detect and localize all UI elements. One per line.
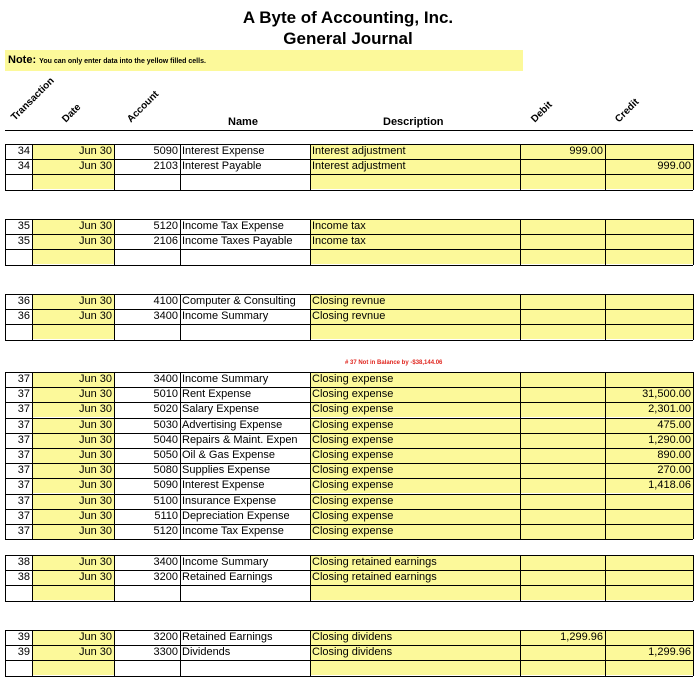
description-cell[interactable] [310, 585, 520, 600]
description-cell[interactable]: Closing expense [310, 448, 520, 463]
credit-cell[interactable]: 1,290.00 [605, 433, 693, 448]
page-subtitle: General Journal [283, 29, 413, 48]
row-divider [5, 144, 693, 145]
row-divider [5, 387, 693, 388]
column-divider [310, 144, 311, 190]
page-title: A Byte of Accounting, Inc. [242, 8, 454, 27]
header-account: Account [125, 88, 162, 125]
row-divider [5, 524, 693, 525]
description-cell[interactable]: Income tax [310, 219, 520, 234]
note-text: You can only enter data into the yellow filled cells. [39, 58, 206, 65]
name-cell: Repairs & Maint. Expen [182, 433, 298, 446]
txn-cell: 39 [17, 631, 30, 643]
account-cell: 3200 [153, 631, 178, 643]
debit-cell[interactable] [520, 324, 605, 339]
row-divider [5, 159, 693, 160]
header-name: Name [228, 116, 258, 128]
name-cell: Depreciation Expense [182, 509, 290, 522]
account-cell: 5030 [153, 418, 178, 431]
column-divider [32, 372, 33, 539]
column-divider [605, 630, 606, 676]
column-divider [605, 555, 606, 601]
date-cell[interactable] [32, 660, 114, 675]
row-divider [5, 234, 693, 235]
column-divider [114, 144, 115, 190]
date-cell[interactable]: Jun 30 [32, 144, 114, 159]
account-cell: 5100 [153, 494, 178, 507]
name-cell: Income Summary [182, 373, 269, 385]
name-cell: Dividends [182, 646, 231, 659]
group-bottom-rule [5, 340, 693, 341]
date-cell[interactable] [32, 249, 114, 264]
name-cell: Income Taxes Payable [182, 235, 293, 248]
txn-cell: 37 [17, 479, 30, 492]
row-divider [5, 630, 693, 631]
debit-cell[interactable]: 1,299.96 [520, 630, 605, 645]
row-divider [5, 174, 693, 175]
txn-cell: 38 [17, 571, 30, 584]
group-bottom-rule [5, 265, 693, 266]
header-debit: Debit [529, 99, 555, 125]
debit-cell[interactable] [520, 159, 605, 174]
description-cell[interactable]: Closing expense [310, 478, 520, 493]
column-divider [310, 294, 311, 340]
description-cell[interactable]: Closing expense [310, 387, 520, 402]
txn-cell: 37 [17, 418, 30, 431]
column-divider [520, 144, 521, 190]
row-divider [5, 433, 693, 434]
credit-cell[interactable] [605, 509, 693, 524]
debit-cell[interactable] [520, 294, 605, 309]
debit-cell[interactable] [520, 372, 605, 387]
column-divider [180, 555, 181, 601]
row-divider [5, 463, 693, 464]
credit-cell[interactable] [605, 630, 693, 645]
description-cell[interactable]: Interest adjustment [310, 159, 520, 174]
row-divider [5, 570, 693, 571]
date-cell[interactable]: Jun 30 [32, 402, 114, 417]
header-rule [5, 130, 693, 131]
date-cell[interactable]: Jun 30 [32, 387, 114, 402]
txn-cell: 37 [17, 464, 30, 477]
name-cell: Advertising Expense [182, 418, 283, 431]
account-cell: 5090 [153, 479, 178, 492]
debit-cell[interactable] [520, 309, 605, 324]
column-divider [32, 219, 33, 265]
row-divider [5, 309, 693, 310]
account-cell: 5090 [153, 145, 178, 157]
description-cell[interactable]: Closing expense [310, 372, 520, 387]
txn-cell: 38 [17, 556, 30, 568]
row-divider [5, 324, 693, 325]
description-cell[interactable]: Closing dividens [310, 645, 520, 660]
note-banner [5, 50, 523, 71]
name-cell: Interest Payable [182, 160, 262, 173]
name-cell: Supplies Expense [182, 464, 271, 477]
column-divider [693, 294, 694, 340]
row-divider [5, 448, 693, 449]
account-cell: 5120 [153, 525, 178, 537]
date-cell[interactable]: Jun 30 [32, 509, 114, 524]
debit-cell[interactable] [520, 174, 605, 189]
row-divider [5, 555, 693, 556]
row-divider [5, 418, 693, 419]
column-divider [114, 372, 115, 539]
description-cell[interactable]: Closing expense [310, 509, 520, 524]
name-cell: Salary Expense [182, 403, 260, 416]
row-divider [5, 372, 693, 373]
account-cell [114, 585, 180, 600]
description-cell[interactable]: Interest adjustment [310, 144, 520, 159]
date-cell[interactable] [32, 174, 114, 189]
txn-cell: 37 [17, 403, 30, 416]
credit-cell[interactable] [605, 324, 693, 339]
account-cell: 5080 [153, 464, 178, 477]
txn-cell: 35 [17, 220, 30, 232]
debit-cell[interactable] [520, 448, 605, 463]
account-cell: 5120 [153, 220, 178, 232]
column-divider [180, 630, 181, 676]
description-cell[interactable]: Closing retained earnings [310, 555, 520, 570]
credit-cell[interactable] [605, 309, 693, 324]
account-cell [114, 249, 180, 264]
description-cell[interactable]: Closing expense [310, 402, 520, 417]
debit-cell[interactable] [520, 570, 605, 585]
debit-cell[interactable] [520, 494, 605, 509]
account-cell: 5110 [154, 509, 178, 522]
column-divider [520, 294, 521, 340]
account-cell: 3400 [153, 310, 178, 323]
name-cell: Oil & Gas Expense [182, 449, 275, 461]
account-cell: 3300 [153, 646, 178, 659]
debit-cell[interactable] [520, 585, 605, 600]
description-cell[interactable] [310, 174, 520, 189]
description-cell[interactable]: Closing expense [310, 418, 520, 433]
date-cell[interactable]: Jun 30 [32, 159, 114, 174]
date-cell[interactable]: Jun 30 [32, 478, 114, 493]
row-divider [5, 402, 693, 403]
date-cell[interactable]: Jun 30 [32, 219, 114, 234]
credit-cell[interactable] [605, 144, 693, 159]
credit-cell[interactable]: 2,301.00 [605, 402, 693, 417]
column-divider [32, 144, 33, 190]
txn-cell: 37 [17, 525, 30, 537]
debit-cell[interactable] [520, 219, 605, 234]
credit-cell[interactable]: 270.00 [605, 463, 693, 478]
column-divider [180, 144, 181, 190]
column-divider [5, 630, 6, 676]
account-cell: 3400 [153, 556, 178, 568]
column-divider [693, 372, 694, 539]
description-cell[interactable]: Closing revnue [310, 309, 520, 324]
account-cell [114, 660, 180, 675]
column-divider [605, 144, 606, 190]
column-divider [5, 555, 6, 601]
credit-cell[interactable]: 999.00 [605, 159, 693, 174]
name-cell: Income Summary [182, 556, 269, 568]
name-cell [180, 660, 310, 675]
column-divider [180, 294, 181, 340]
name-cell: Computer & Consulting [182, 295, 296, 307]
account-cell [114, 324, 180, 339]
debit-cell[interactable] [520, 555, 605, 570]
column-divider [520, 372, 521, 539]
name-cell: Income Summary [182, 310, 269, 323]
debit-cell[interactable] [520, 463, 605, 478]
description-cell[interactable] [310, 324, 520, 339]
debit-cell[interactable] [520, 234, 605, 249]
column-divider [114, 630, 115, 676]
date-cell[interactable]: Jun 30 [32, 234, 114, 249]
description-cell[interactable] [310, 660, 520, 675]
date-cell[interactable]: Jun 30 [32, 418, 114, 433]
account-cell: 5010 [153, 388, 178, 401]
column-divider [5, 219, 6, 265]
description-cell[interactable]: Income tax [310, 234, 520, 249]
txn-cell [5, 585, 32, 600]
column-divider [5, 144, 6, 190]
description-cell[interactable]: Closing expense [310, 433, 520, 448]
row-divider [5, 478, 693, 479]
name-cell: Retained Earnings [182, 571, 273, 584]
date-cell[interactable]: Jun 30 [32, 645, 114, 660]
column-divider [310, 630, 311, 676]
column-divider [693, 144, 694, 190]
credit-cell[interactable] [605, 555, 693, 570]
debit-cell[interactable] [520, 433, 605, 448]
name-cell: Income Tax Expense [182, 525, 284, 537]
txn-cell: 37 [17, 449, 30, 461]
debit-cell[interactable] [520, 509, 605, 524]
name-cell: Interest Expense [182, 145, 265, 157]
column-divider [180, 219, 181, 265]
credit-cell[interactable] [605, 174, 693, 189]
description-cell[interactable]: Closing retained earnings [310, 570, 520, 585]
credit-cell[interactable] [605, 570, 693, 585]
txn-cell: 37 [17, 494, 30, 507]
header-credit: Credit [613, 96, 642, 125]
txn-cell: 37 [17, 433, 30, 446]
credit-cell[interactable] [605, 249, 693, 264]
account-cell: 2103 [153, 160, 178, 173]
column-divider [605, 294, 606, 340]
credit-cell[interactable] [605, 234, 693, 249]
header-date: Date [60, 101, 84, 125]
row-divider [5, 585, 693, 586]
debit-cell[interactable]: 999.00 [520, 144, 605, 159]
account-cell: 5040 [153, 433, 178, 446]
account-cell: 5050 [153, 449, 178, 461]
name-cell: Retained Earnings [182, 631, 273, 643]
credit-cell[interactable] [605, 219, 693, 234]
txn-cell: 34 [17, 160, 30, 173]
account-cell: 2106 [153, 235, 178, 248]
credit-cell[interactable] [605, 524, 693, 539]
date-cell[interactable]: Jun 30 [32, 555, 114, 570]
description-cell[interactable]: Closing expense [310, 524, 520, 539]
group-bottom-rule [5, 539, 693, 540]
column-divider [693, 555, 694, 601]
debit-cell[interactable] [520, 524, 605, 539]
date-cell[interactable]: Jun 30 [32, 570, 114, 585]
date-cell[interactable]: Jun 30 [32, 524, 114, 539]
credit-cell[interactable]: 475.00 [605, 418, 693, 433]
column-divider [32, 555, 33, 601]
account-cell: 4100 [153, 295, 178, 307]
credit-cell[interactable] [605, 660, 693, 675]
account-cell [114, 174, 180, 189]
column-divider [32, 294, 33, 340]
date-cell[interactable]: Jun 30 [32, 463, 114, 478]
column-divider [32, 630, 33, 676]
column-divider [520, 630, 521, 676]
txn-cell: 39 [17, 646, 30, 659]
debit-cell[interactable] [520, 478, 605, 493]
balance-warning: # 37 Not in Balance by -$38,144.06 [345, 360, 443, 366]
name-cell: Insurance Expense [182, 494, 277, 507]
row-divider [5, 645, 693, 646]
debit-cell[interactable] [520, 249, 605, 264]
name-cell: Rent Expense [182, 388, 252, 401]
debit-cell[interactable] [520, 645, 605, 660]
column-divider [5, 372, 6, 539]
row-divider [5, 660, 693, 661]
column-divider [605, 219, 606, 265]
name-cell: Interest Expense [182, 479, 265, 492]
name-cell [180, 249, 310, 264]
column-divider [114, 555, 115, 601]
description-cell[interactable]: Closing revnue [310, 294, 520, 309]
column-divider [605, 372, 606, 539]
date-cell[interactable] [32, 585, 114, 600]
header-transaction: Transaction [9, 75, 57, 123]
debit-cell[interactable] [520, 418, 605, 433]
txn-cell: 37 [17, 509, 30, 522]
column-divider [693, 219, 694, 265]
note-label: Note: [8, 54, 37, 66]
name-cell [180, 174, 310, 189]
column-divider [180, 372, 181, 539]
credit-cell[interactable] [605, 494, 693, 509]
name-cell [180, 324, 310, 339]
date-cell[interactable]: Jun 30 [32, 309, 114, 324]
date-cell[interactable]: Jun 30 [32, 494, 114, 509]
debit-cell[interactable] [520, 660, 605, 675]
description-cell[interactable]: Closing expense [310, 494, 520, 509]
row-divider [5, 494, 693, 495]
column-divider [520, 219, 521, 265]
credit-cell[interactable] [605, 294, 693, 309]
date-cell[interactable]: Jun 30 [32, 294, 114, 309]
txn-cell [5, 249, 32, 264]
account-cell: 3200 [153, 571, 178, 584]
credit-cell[interactable]: 31,500.00 [605, 387, 693, 402]
description-cell[interactable] [310, 249, 520, 264]
txn-cell [5, 324, 32, 339]
date-cell[interactable] [32, 324, 114, 339]
date-cell[interactable]: Jun 30 [32, 433, 114, 448]
txn-cell: 37 [17, 373, 30, 385]
row-divider [5, 219, 693, 220]
txn-cell: 35 [17, 235, 30, 248]
group-bottom-rule [5, 601, 693, 602]
column-divider [310, 555, 311, 601]
date-cell[interactable]: Jun 30 [32, 630, 114, 645]
credit-cell[interactable] [605, 585, 693, 600]
description-cell[interactable]: Closing expense [310, 463, 520, 478]
description-cell[interactable]: Closing dividens [310, 630, 520, 645]
column-divider [310, 219, 311, 265]
name-cell: Income Tax Expense [182, 220, 284, 232]
column-divider [310, 372, 311, 539]
date-cell[interactable]: Jun 30 [32, 448, 114, 463]
date-cell[interactable]: Jun 30 [32, 372, 114, 387]
txn-cell [5, 174, 32, 189]
credit-cell[interactable] [605, 372, 693, 387]
row-divider [5, 294, 693, 295]
column-divider [5, 294, 6, 340]
txn-cell [5, 660, 32, 675]
header-description: Description [383, 116, 444, 128]
column-divider [693, 630, 694, 676]
debit-cell[interactable] [520, 402, 605, 417]
group-bottom-rule [5, 676, 693, 677]
txn-cell: 36 [17, 310, 30, 323]
account-cell: 5020 [153, 403, 178, 416]
credit-cell[interactable]: 1,299.96 [605, 645, 693, 660]
txn-cell: 34 [17, 145, 30, 157]
column-divider [114, 219, 115, 265]
credit-cell[interactable]: 890.00 [605, 448, 693, 463]
credit-cell[interactable]: 1,418.06 [605, 478, 693, 493]
txn-cell: 36 [17, 295, 30, 307]
txn-cell: 37 [17, 388, 30, 401]
column-divider [520, 555, 521, 601]
group-bottom-rule [5, 190, 693, 191]
debit-cell[interactable] [520, 387, 605, 402]
name-cell [180, 585, 310, 600]
column-divider [114, 294, 115, 340]
row-divider [5, 509, 693, 510]
row-divider [5, 249, 693, 250]
account-cell: 3400 [153, 373, 178, 385]
